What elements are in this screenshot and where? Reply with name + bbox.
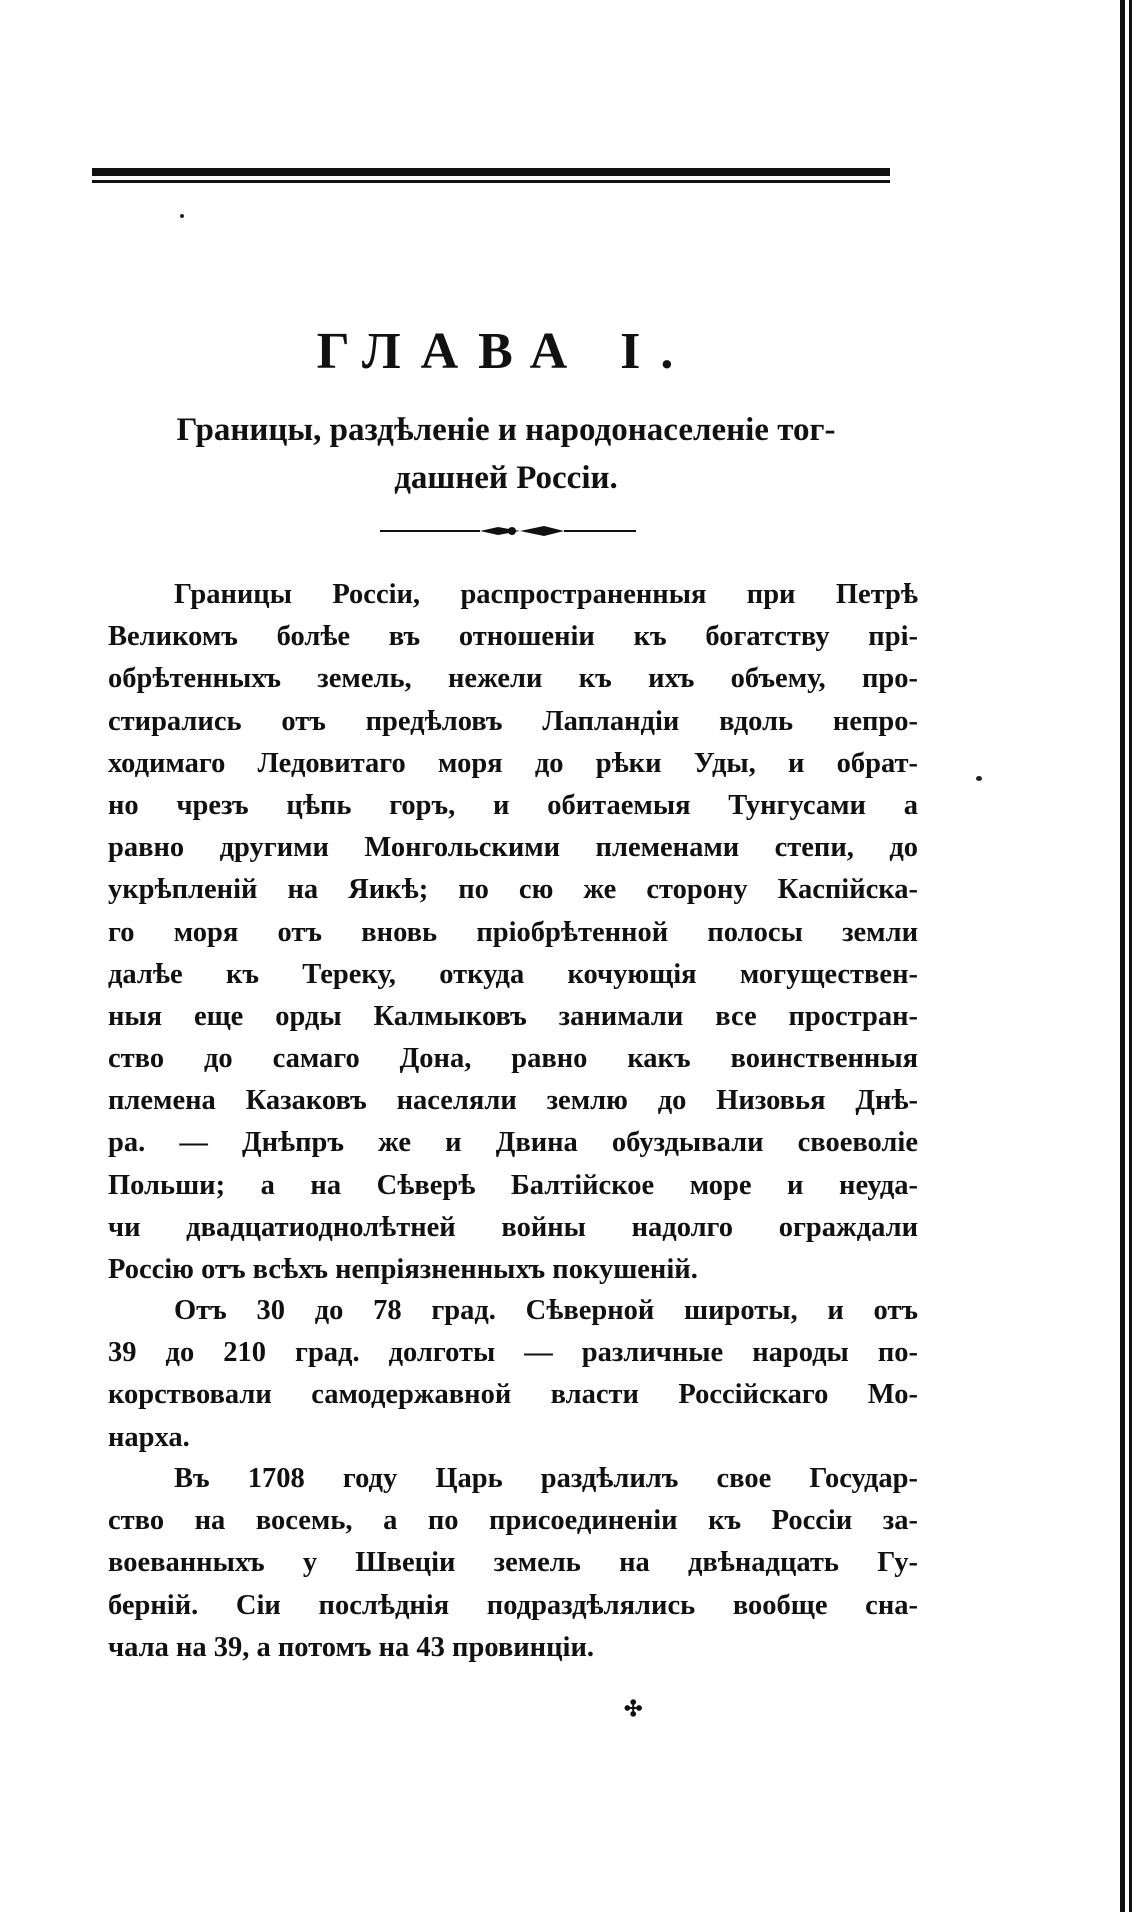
text-line: воеванныхъ у Швеціи земель на двѣнадцать Гу- [108, 1547, 918, 1579]
ornament-divider [380, 522, 636, 540]
text-line: далѣе къ Тереку, откуда кочующія могуществен- [108, 958, 918, 990]
text-line: чала на 39, а потомъ на 43 провинціи. [108, 1631, 594, 1663]
text-line: 39 до 210 град. долготы — различные народы по- [108, 1337, 918, 1369]
text-line: Польши; а на Сѣверѣ Балтійское море и неуда- [108, 1169, 918, 1201]
text-line: Границы Россіи, распространенныя при Петрѣ [174, 579, 918, 610]
paragraph-1 [108, 574, 918, 1291]
text-line: ство до самаго Дона, равно какъ воинственныя [108, 1043, 918, 1075]
ink-speck [976, 776, 982, 781]
footer-ornament: ✣ [624, 1696, 643, 1721]
page-edge-line [1129, 0, 1132, 1912]
paragraph-2 [108, 1290, 918, 1459]
text-line: ходимаго Ледовитаго моря до рѣки Уды, и обрат- [108, 747, 918, 779]
subtitle-line-1: Границы, раздѣленіе и народонаселеніе тог- [176, 412, 836, 448]
text-line: корствовали самодержавной власти Россійскаго Мо- [108, 1379, 918, 1411]
text-line: ныя еще орды Калмыковъ занимали все простран- [108, 1000, 918, 1032]
text-line: укрѣпленій на Яикѣ; по сю же сторону Каспійска- [108, 874, 918, 906]
ink-speck [180, 214, 184, 218]
page-edge-shadow [1120, 0, 1125, 1912]
text-line: но чрезъ цѣпь горъ, и обитаемыя Тунгусами а [108, 789, 918, 821]
text-line: ство на восемь, а по присоединеніи къ Россіи за- [108, 1505, 918, 1537]
chapter-subtitle [96, 406, 916, 502]
header-rule-thick [92, 168, 890, 176]
text-line: стирались отъ предѣловъ Лапландіи вдоль непро- [108, 705, 918, 737]
text-line: ра. — Днѣпръ же и Двина обуздывали своеволіе [108, 1127, 918, 1159]
text-line: обрѣтенныхъ земель, нежели къ ихъ объему, про- [108, 663, 918, 695]
text-line: нарха. [108, 1421, 190, 1453]
text-line: Въ 1708 году Царь раздѣлилъ свое Государ- [174, 1463, 918, 1494]
text-line: берній. Сіи послѣднія подраздѣлялись вообще сна- [108, 1589, 918, 1621]
header-rule-thin [92, 180, 890, 183]
text-line: Великомъ болѣе въ отношеніи къ богатству прі- [108, 621, 918, 653]
text-line: равно другими Монгольскими племенами степи, до [108, 832, 918, 864]
subtitle-line-2: дашней Россіи. [394, 460, 618, 496]
chapter-title: ГЛАВА I. [316, 323, 694, 380]
paragraph-3 [108, 1458, 918, 1669]
text-line: го моря отъ вновь пріобрѣтенной полосы земли [108, 916, 918, 948]
text-line: племена Казаковъ населяли землю до Низовья Днѣ- [108, 1085, 918, 1117]
text-line: Отъ 30 до 78 град. Сѣверной широты, и отъ [174, 1295, 918, 1326]
text-line: чи двадцатиоднолѣтней войны надолго ограждали [108, 1211, 918, 1243]
text-line: Россію отъ всѣхъ непріязненныхъ покушеній. [108, 1254, 698, 1285]
